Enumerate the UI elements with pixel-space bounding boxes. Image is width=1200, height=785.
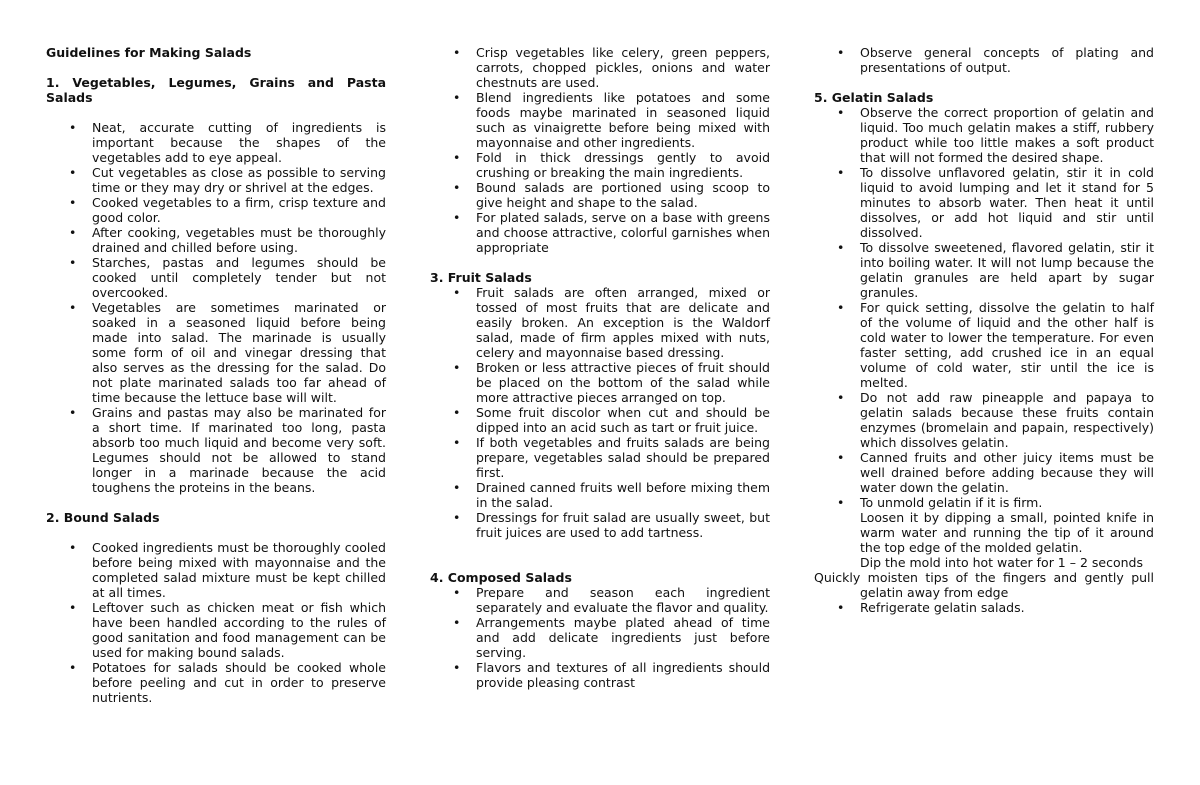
unmold-intro: • To unmold gelatin if it is firm. bbox=[860, 495, 1043, 510]
gelatin-list bbox=[814, 105, 1154, 615]
section-heading-vegetables: 1. Vegetables, Legumes, Grains and Pasta Salads bbox=[46, 75, 386, 105]
column-2 bbox=[430, 45, 770, 690]
list-item: • Vegetables are sometimes marinated or soaked in a seasoned liquid before being made into salad. The marinade is usually some form of oil and vinegar dressing that also serves as the dressing for the salad. Do not plate marinated salads too far ahead of time because the lettuce base will wilt. bbox=[46, 300, 386, 405]
list-item: • Drained canned fruits well before mixing them in the salad. bbox=[430, 480, 770, 510]
list-item bbox=[814, 495, 1154, 600]
list-item: • Bound salads are portioned using scoop to give height and shape to the salad. bbox=[430, 180, 770, 210]
vegetables-list bbox=[46, 120, 386, 495]
list-item: • Observe general concepts of plating and presentations of output. bbox=[814, 45, 1154, 75]
unmold-step-moisten: Quickly moisten tips of the fingers and gently pull gelatin away from edge bbox=[814, 570, 1154, 600]
list-item: • Observe the correct proportion of gelatin and liquid. Too much gelatin makes a stiff, rubbery product while too little makes a soft product that will not formed the desired shape. bbox=[814, 105, 1154, 165]
list-item: • Some fruit discolor when cut and should be dipped into an acid such as tart or fruit juice. bbox=[430, 405, 770, 435]
list-item: • Refrigerate gelatin salads. bbox=[814, 600, 1154, 615]
list-item: • Fold in thick dressings gently to avoid crushing or breaking the main ingredients. bbox=[430, 150, 770, 180]
list-item: • Cut vegetables as close as possible to serving time or they may dry or shrivel at the edges. bbox=[46, 165, 386, 195]
list-item: • Canned fruits and other juicy items must be well drained before adding because they will water down the gelatin. bbox=[814, 450, 1154, 495]
document-title: Guidelines for Making Salads bbox=[46, 45, 252, 60]
list-item: • Crisp vegetables like celery, green peppers, carrots, chopped pickles, onions and water chestnuts are used. bbox=[430, 45, 770, 90]
list-item: • For plated salads, serve on a base with greens and choose attractive, colorful garnishes when appropriate bbox=[430, 210, 770, 255]
column-3 bbox=[814, 45, 1154, 615]
list-item: • Flavors and textures of all ingredients should provide pleasing contrast bbox=[430, 660, 770, 690]
composed-list bbox=[430, 585, 770, 690]
list-item: • Blend ingredients like potatoes and some foods maybe marinated in seasoned liquid such as vinaigrette before being mixed with mayonnaise and other ingredients. bbox=[430, 90, 770, 150]
unmold-step-dip: Dip the mold into hot water for 1 – 2 seconds bbox=[860, 555, 1143, 570]
unmold-step-loosen: Loosen it by dipping a small, pointed knife in warm water and running the tip of it around the top edge of the molded gelatin. bbox=[860, 510, 1154, 555]
list-item: • Do not add raw pineapple and papaya to gelatin salads because these fruits contain enzymes (bromelain and papain, respectively) which dissolves gelatin. bbox=[814, 390, 1154, 450]
list-item: • Cooked vegetables to a firm, crisp texture and good color. bbox=[46, 195, 386, 225]
fruit-list bbox=[430, 285, 770, 540]
list-item: • If both vegetables and fruits salads are being prepare, vegetables salad should be prepared first. bbox=[430, 435, 770, 480]
list-item: • Prepare and season each ingredient separately and evaluate the flavor and quality. bbox=[430, 585, 770, 615]
list-item: • Cooked ingredients must be thoroughly cooled before being mixed with mayonnaise and the completed salad mixture must be kept chilled at all times. bbox=[46, 540, 386, 600]
composed-list-continued bbox=[814, 45, 1154, 75]
list-item: • Fruit salads are often arranged, mixed or tossed of most fruits that are delicate and easily broken. An exception is the Waldorf salad, made of firm apples mixed with nuts, celery and mayonnaise based dressing. bbox=[430, 285, 770, 360]
list-item: • Grains and pastas may also be marinated for a short time. If marinated too long, pasta absorb too much liquid and become very soft. Legumes should not be allowed to stand longer in a marinade because the acid toughens the proteins in the beans. bbox=[46, 405, 386, 495]
list-item: • Broken or less attractive pieces of fruit should be placed on the bottom of the salad while more attractive pieces arranged on top. bbox=[430, 360, 770, 405]
list-item: • Potatoes for salads should be cooked whole before peeling and cut in order to preserve nutrients. bbox=[46, 660, 386, 705]
list-item: • Dressings for fruit salad are usually sweet, but fruit juices are used to add tartness. bbox=[430, 510, 770, 540]
section-heading-gelatin: 5. Gelatin Salads bbox=[814, 90, 934, 105]
list-item: • To dissolve unflavored gelatin, stir it in cold liquid to avoid lumping and let it stand for 5 minutes to absorb water. Then heat it until dissolves, or add hot liquid and stir until dissolved. bbox=[814, 165, 1154, 240]
list-item: • Neat, accurate cutting of ingredients is important because the shapes of the vegetables add to eye appeal. bbox=[46, 120, 386, 165]
list-item: • To dissolve sweetened, flavored gelatin, stir it into boiling water. It will not lump because the gelatin granules are held apart by sugar granules. bbox=[814, 240, 1154, 300]
list-item: • Starches, pastas and legumes should be cooked until completely tender but not overcooked. bbox=[46, 255, 386, 300]
list-item: • Arrangements maybe plated ahead of time and add delicate ingredients just before serving. bbox=[430, 615, 770, 660]
list-item: • After cooking, vegetables must be thoroughly drained and chilled before using. bbox=[46, 225, 386, 255]
list-item: • For quick setting, dissolve the gelatin to half of the volume of liquid and the other half is cold water to lower the temperature. For even faster setting, add crushed ice in an equal volume of cold water, stir until the ice is melted. bbox=[814, 300, 1154, 390]
column-1 bbox=[46, 45, 386, 705]
bound-list bbox=[46, 540, 386, 705]
section-heading-composed: 4. Composed Salads bbox=[430, 570, 572, 585]
bound-list-continued bbox=[430, 45, 770, 255]
section-heading-fruit: 3. Fruit Salads bbox=[430, 270, 532, 285]
list-item: • Leftover such as chicken meat or fish which have been handled according to the rules of good sanitation and food management can be used for making bound salads. bbox=[46, 600, 386, 660]
section-heading-bound: 2. Bound Salads bbox=[46, 510, 160, 525]
